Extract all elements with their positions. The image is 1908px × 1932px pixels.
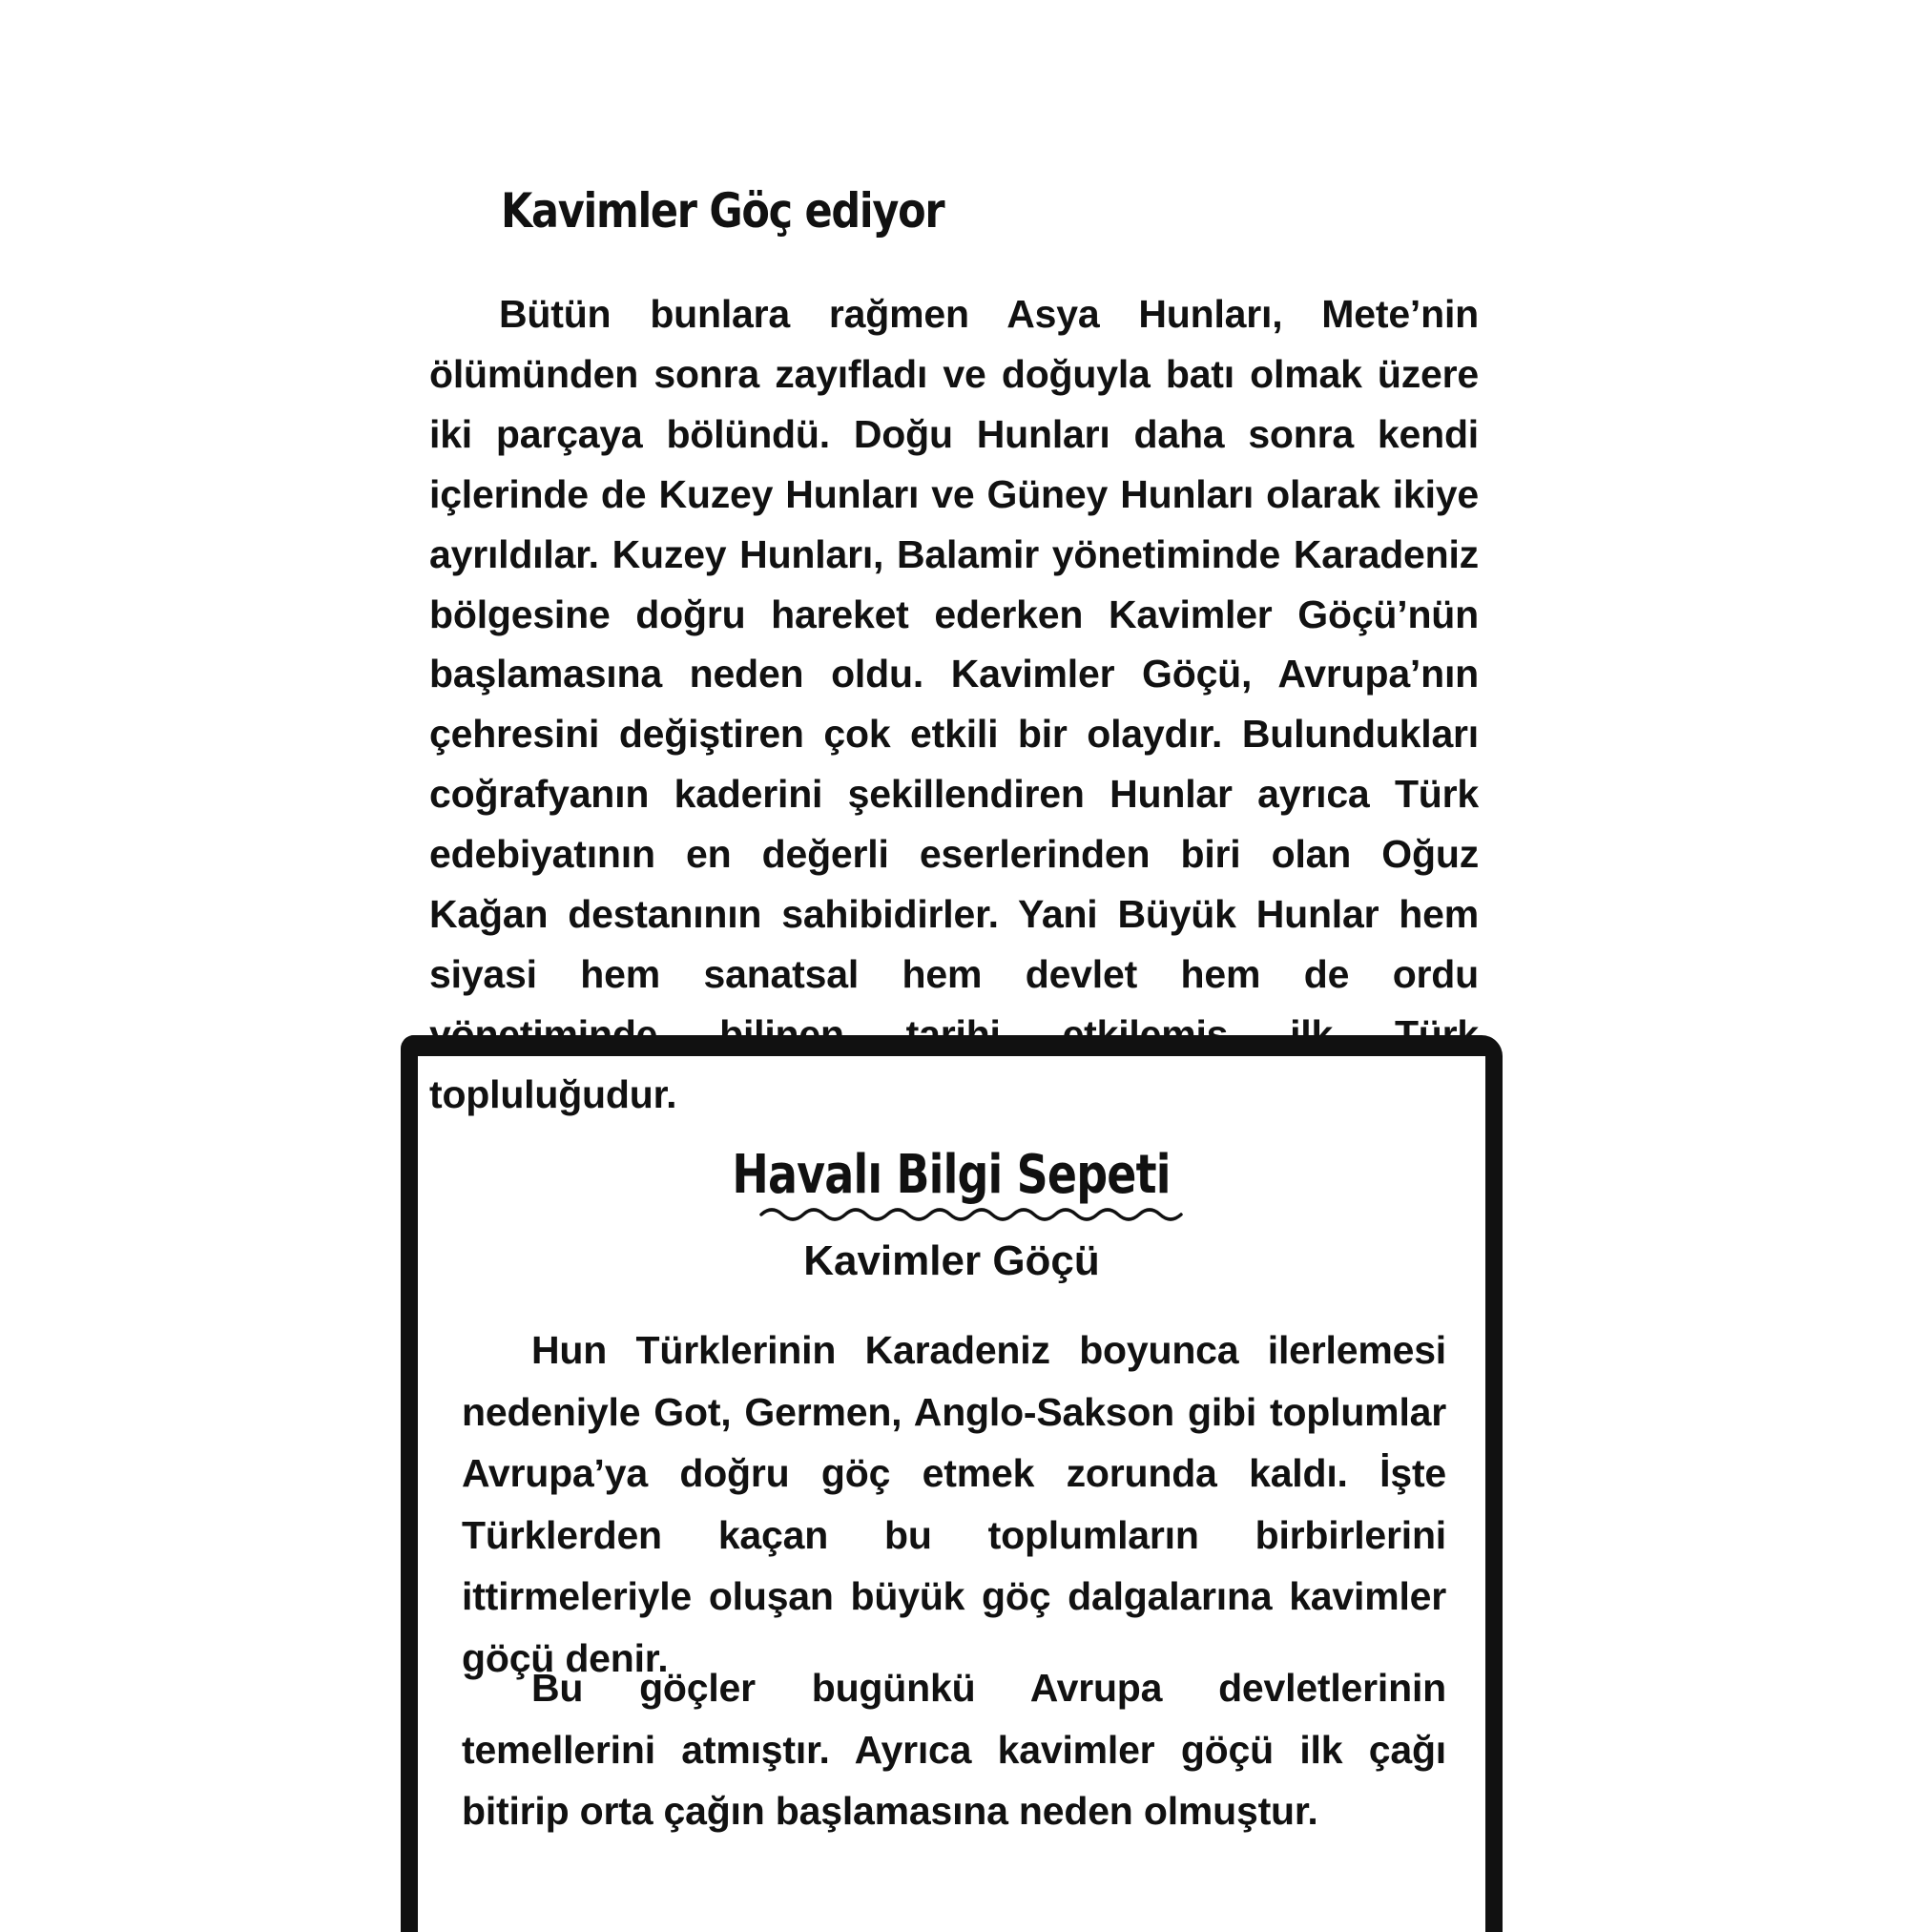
info-box [401, 1035, 1503, 1932]
info-box-paragraph-2: Bu göçler bugünkü Avrupa devletlerinin temellerini atmıştır. Ayrıca kavimler göçü ilk çağı bitirip orta çağın başlamasına neden olmuştur. [462, 1666, 1446, 1833]
info-box-paragraph-1: Hun Türklerinin Karadeniz boyunca ilerlemesi nedeniyle Got, Germen, Anglo-Sakson gibi toplumlar Avrupa’ya doğru göç etmek zorunda kaldı. İşte Türklerden kaçan bu toplumların birbirlerini ittirmeleriyle oluşan büyük göç dalgalarına kavimler göçü denir. [462, 1328, 1446, 1680]
wavy-underline [759, 1204, 1200, 1225]
info-box-title [418, 1144, 1485, 1206]
info-box-title-text: Havalı Bilgi Sepeti [732, 1144, 1172, 1206]
main-paragraph: Bütün bunlara rağmen Asya Hunları, Mete’nin ölümünden sonra zayıfladı ve doğuyla batı olmak üzere iki parçaya bölündü. Doğu Hunları daha sonra kendi içlerinde de Kuzey Hunları ve Güney Hunları olarak ikiye ayrıldılar. Kuzey Hunları, Balamir yönetiminde Karadeniz bölgesine doğru hareket ederken Kavimler Göçü’nün başlamasına neden oldu. Kavimler Göçü, Avrupa’nın çehresini değiştiren çok etkili bir olaydır. Bulundukları coğrafyanın kaderini şekillendiren Hunlar ayrıca Türk edebiyatının en değerli eserlerinden biri olan Oğuz Kağan destanının sahibidirler. Yani Büyük Hunlar hem siyasi hem sanatsal hem devlet hem de ordu yönetiminde bilinen tarihi etkilemiş ilk Türk topluluğudur. [429, 292, 1479, 1116]
info-box-subtitle: Kavimler Göçü [803, 1237, 1100, 1284]
section-title: Kavimler Göç ediyor [501, 183, 944, 239]
